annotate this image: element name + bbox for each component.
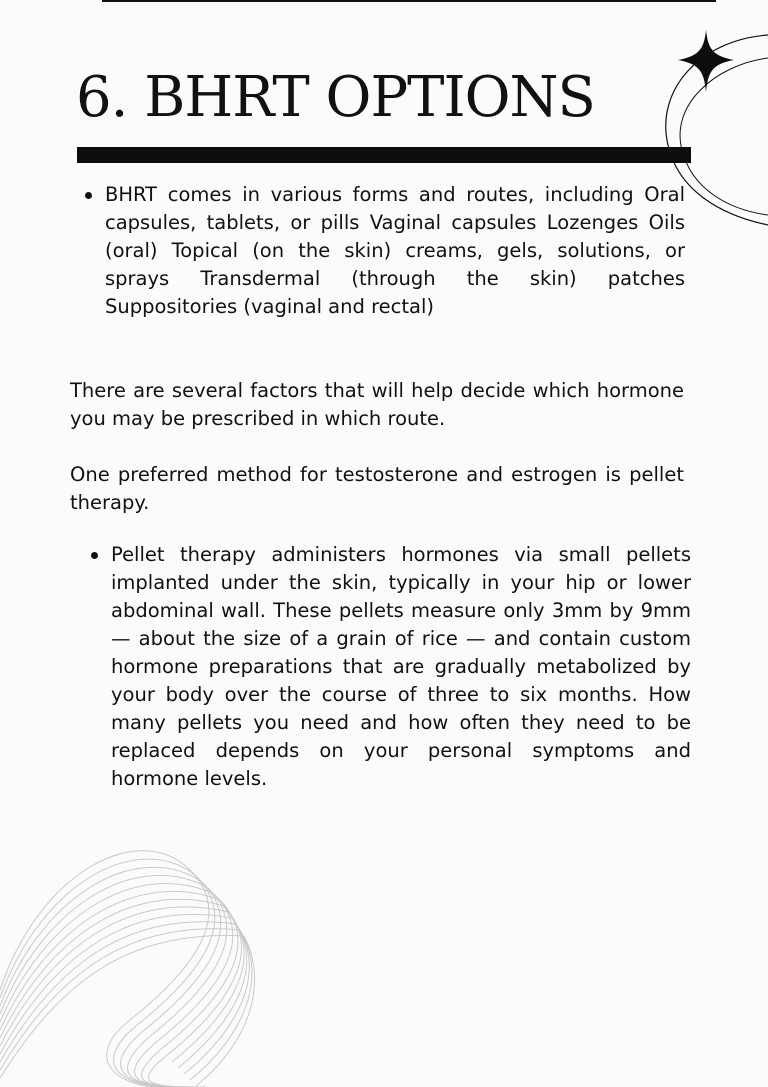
star-sparkle-icon	[678, 30, 734, 92]
list-item	[111, 541, 691, 793]
list-item	[105, 181, 685, 321]
forms-bullet-list	[105, 181, 685, 321]
preferred-method-paragraph: One preferred method for testosterone and estrogen is pellet therapy.	[70, 463, 684, 514]
bullet-dot-icon	[85, 192, 92, 199]
title-underline-bar	[77, 147, 691, 163]
top-rule	[102, 0, 716, 2]
pellet-bullet-list	[111, 541, 691, 793]
page-title: 6. BHRT OPTIONS	[76, 65, 595, 130]
orbit-arc-inner	[680, 58, 768, 215]
bullet-dot-icon	[91, 552, 98, 559]
list-item-text: Pellet therapy administers hormones via small pellets implanted under the skin, typically in your hip or lower abdominal wall. These pellets measure only 3mm by 9mm — about the size of a grain of rice — and contain custom hormone preparations that are gradually metabolized by your body over the course of three to six months. How many pellets you need and how often they need to be replaced depends on your personal symptoms and hormone levels.	[111, 543, 691, 790]
list-item-text: BHRT comes in various forms and routes, including Oral capsules, tablets, or pills Vaginal capsules Lozenges Oils (oral) Topical (on the skin) creams, gels, solutions, or sprays Transdermal (through the skin) patches Suppositories (vaginal and rectal)	[105, 183, 685, 318]
factors-paragraph: There are several factors that will help decide which hormone you may be prescribed in which route.	[70, 379, 684, 430]
wave-lines-pattern	[0, 830, 270, 1087]
